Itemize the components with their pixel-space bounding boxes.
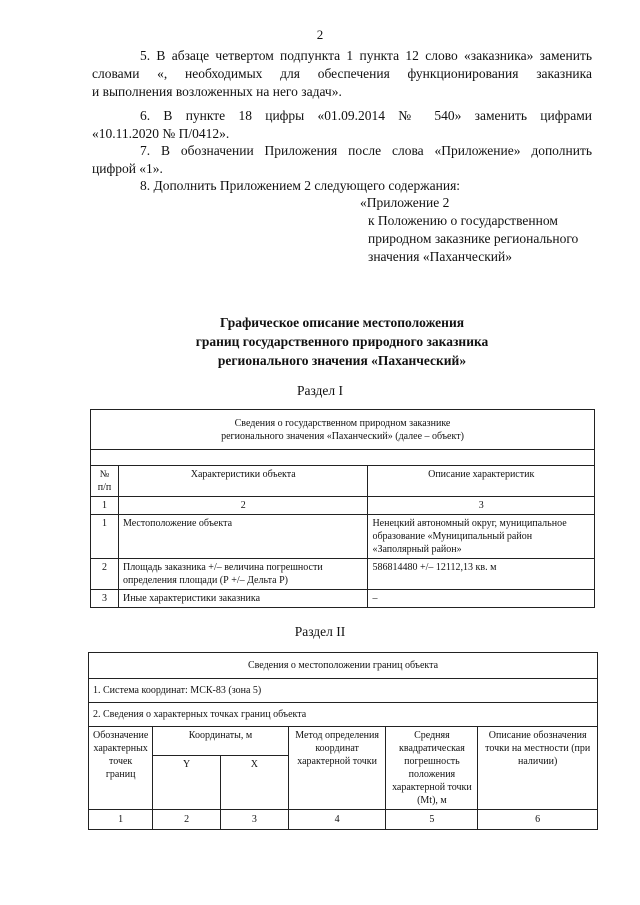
- row-number: 2: [91, 559, 119, 590]
- header-method: Метод определения координат характерной точки: [288, 727, 386, 810]
- appendix-line-4: значения «Паханческий»: [368, 249, 512, 264]
- boundary-header-row: [89, 727, 598, 756]
- header-y: Y: [153, 756, 221, 810]
- title-line-1: Графическое описание местоположения: [219, 315, 465, 330]
- amendment-8-line: 8. Дополнить Приложением 2 следующего содержания:: [140, 178, 461, 193]
- points-caption-row: [89, 703, 598, 727]
- amendment-7-line-1: 7. В обозначении Приложения после слова «Приложение» дополнить: [140, 143, 592, 158]
- table-row: [91, 559, 595, 590]
- section-1-title: Раздел I: [296, 383, 344, 398]
- col-number: 1: [91, 497, 119, 515]
- row-number: 1: [91, 515, 119, 559]
- header-row: [91, 466, 595, 497]
- boundary-caption: Сведения о местоположении границ объекта: [89, 653, 598, 679]
- title-line-2: границ государственного природного заказника: [195, 334, 489, 349]
- row-number: 3: [91, 590, 119, 608]
- table-caption-row: [91, 410, 595, 450]
- amendment-6-line-1: 6. В пункте 18 цифры «01.09.2014 № 540» заменить цифрами: [140, 108, 592, 123]
- boundary-caption-row: [89, 653, 598, 679]
- header-point-designation: Обозначение характерных точек границ: [89, 727, 153, 810]
- col-number: 4: [288, 810, 386, 830]
- amendment-5-line-1: 5. В абзаце четвертом подпункта 1 пункта 12 слово «заказника» заменить: [140, 48, 592, 63]
- header-point-description: Описание обозначения точки на местности (при наличии): [478, 727, 598, 810]
- appendix-line-1: «Приложение 2: [360, 195, 450, 210]
- col-number: 3: [368, 497, 595, 515]
- col-number: 2: [118, 497, 367, 515]
- boundary-number-row: [89, 810, 598, 830]
- table-caption: [91, 410, 595, 450]
- amendment-6: [92, 107, 592, 143]
- table-row: [91, 515, 595, 559]
- header-characteristics: Характеристики объекта: [118, 466, 367, 497]
- header-description: Описание характеристик: [368, 466, 595, 497]
- caption-line-1: Сведения о государственном природном заказнике: [234, 418, 451, 429]
- row-description: 586814480 +/– 12112,13 кв. м: [368, 559, 595, 590]
- amendment-6-line-2: «10.11.2020 № П/0412».: [92, 126, 230, 141]
- coord-system: 1. Система координат: МСК-83 (зона 5): [89, 679, 598, 703]
- header-x: X: [221, 756, 289, 810]
- object-info-table: [90, 409, 595, 608]
- section-2-title: Раздел II: [294, 624, 346, 639]
- row-description: –: [368, 590, 595, 608]
- coord-system-row: [89, 679, 598, 703]
- amendment-5-line-3: и выполнения возложенных на него задач».: [92, 84, 342, 99]
- col-number: 5: [386, 810, 478, 830]
- boundary-table: [88, 652, 598, 830]
- spacer-row: [91, 450, 595, 466]
- amendment-5: [92, 47, 592, 101]
- amendment-5-line-2: словами «, необходимых для обеспечения функционирования заказника: [92, 66, 592, 81]
- spacer-cell: [91, 450, 595, 466]
- header-number: № п/п: [91, 466, 119, 497]
- caption-line-2: регионального значения «Паханческий» (далее – объект): [221, 431, 464, 442]
- points-caption: 2. Сведения о характерных точках границ объекта: [89, 703, 598, 727]
- amendment-8: [92, 177, 592, 195]
- appendix-line-2: к Положению о государственном: [368, 213, 558, 228]
- title-line-3: регионального значения «Паханческий»: [217, 353, 467, 368]
- amendment-7: [92, 142, 592, 178]
- row-characteristic: Площадь заказника +/– величина погрешности определения площади (Р +/– Дельта Р): [118, 559, 367, 590]
- appendix-header: [360, 194, 600, 266]
- row-characteristic: Иные характеристики заказника: [118, 590, 367, 608]
- col-number: 1: [89, 810, 153, 830]
- header-accuracy: Средняя квадратическая погрешность положения характерной точки (Mt), м: [386, 727, 478, 810]
- amendment-7-line-2: цифрой «1».: [92, 161, 163, 176]
- column-number-row: [91, 497, 595, 515]
- col-number: 3: [221, 810, 289, 830]
- appendix-line-3: природном заказнике регионального: [368, 231, 579, 246]
- col-number: 6: [478, 810, 598, 830]
- header-coordinates: Координаты, м: [153, 727, 288, 756]
- row-description: Ненецкий автономный округ, муниципальное образование «Муниципальный район «Заполярный район»: [368, 515, 595, 559]
- table-row: [91, 590, 595, 608]
- row-characteristic: Местоположение объекта: [118, 515, 367, 559]
- page-number: 2: [316, 27, 324, 42]
- document-title: [92, 313, 592, 370]
- col-number: 2: [153, 810, 221, 830]
